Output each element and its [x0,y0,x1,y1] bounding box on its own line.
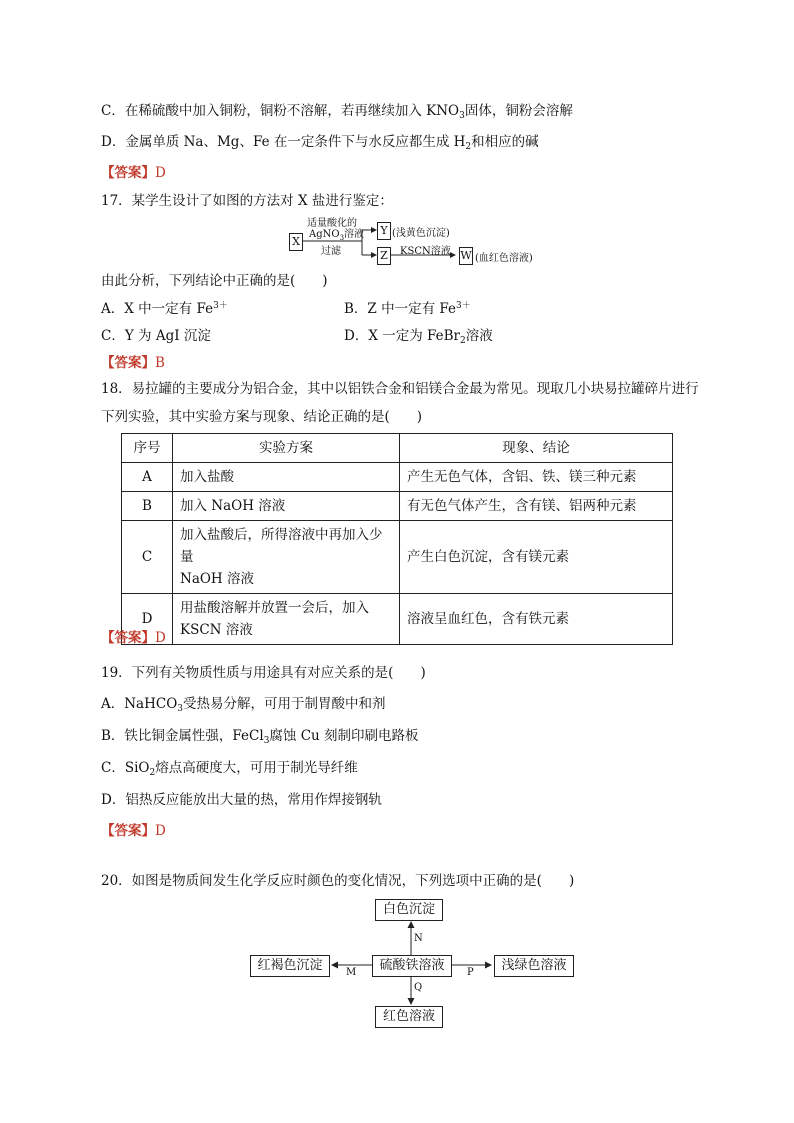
q20-label-n: N [414,933,423,944]
q17-reagent-mid: AgNO$_3$溶液 [309,229,365,242]
q17-box-x: X [289,233,303,251]
q20-label-q: Q [414,982,423,993]
q17-box-y: Y [377,222,391,240]
table-cell-plan: 用盐酸溶解并放置一会后，加入 KSCN 溶液 [173,594,400,645]
q19-option-a: A．NaHCO$_3$受热易分解，可用于制胃酸中和剂 [101,696,386,714]
q17-option-c: C．Y 为 AgI 沉淀 [101,328,211,344]
q16-option-c: C．在稀硫酸中加入铜粉，铜粉不溶解，若再继续加入 $KNO_3$固体，铜粉会溶解 [101,103,573,121]
q17-y-note: (浅黄色沉淀) [392,228,450,239]
q17-box-w: W [459,247,473,265]
q20-label-m: M [346,967,357,978]
table-header-cell: 实验方案 [173,434,400,463]
q17-reagent-bottom: 过滤 [321,246,341,257]
q20-box-left: 红褐色沉淀 [250,955,330,977]
q17-stem: 17．某学生设计了如图的方法对 X 盐进行鉴定： [101,193,393,209]
q19-option-d: D．铝热反应能放出大量的热，常用作焊接钢轨 [101,792,382,808]
q18-stem-line1: 18．易拉罐的主要成分为铝合金，其中以铝铁合金和铝镁合金最为常见。现取几小块易拉罐碎片进行 [101,381,699,397]
q20-stem: 20．如图是物质间发生化学反应时颜色的变化情况，下列选项中正确的是( ) [101,873,575,889]
q19-answer: 【答案】D [101,823,166,839]
q16-answer: 【答案】D [101,165,166,181]
q20-box-center: 硫酸铁溶液 [372,955,452,977]
q17-option-d: D．X 一定为 FeBr$_2$溶液 [344,328,493,346]
table-cell-plan: 加入盐酸后，所得溶液中再加入少量 NaOH 溶液 [173,521,400,594]
table-cell-result: 有无色气体产生，含有镁、铝两种元素 [400,492,673,521]
q19-option-b: B．铁比铜金属性强，FeCl$_3$腐蚀 Cu 刻制印刷电路板 [101,728,419,746]
q17-w-note: (血红色溶液) [475,253,533,264]
q17-option-a: A．X 中一定有 $Fe^{3+}$ [101,301,228,317]
table-cell-id: A [122,463,173,492]
table-cell-result: 产生白色沉淀，含有镁元素 [400,521,673,594]
table-header-cell: 现象、结论 [400,434,673,463]
table-cell-result: 产生无色气体，含铝、铁、镁三种元素 [400,463,673,492]
q18-answer: 【答案】D [101,630,166,646]
table-cell-id: C [122,521,173,594]
table-cell-plan: 加入盐酸 [173,463,400,492]
q18-stem-line2: 下列实验，其中实验方案与现象、结论正确的是( ) [101,409,423,425]
q17-answer: 【答案】B [101,355,165,371]
table-cell-plan: 加入 NaOH 溶液 [173,492,400,521]
q17-kscn-label: KSCN溶液 [400,246,451,257]
table-cell-result: 溶液呈血红色，含有铁元素 [400,594,673,645]
q19-stem: 19．下列有关物质性质与用途具有对应关系的是( ) [101,665,426,681]
q20-box-bottom: 红色溶液 [375,1006,443,1028]
q20-box-top: 白色沉淀 [375,899,443,921]
q20-box-right: 浅绿色溶液 [494,955,574,977]
table-cell-id: B [122,492,173,521]
q20-label-p: P [467,967,474,978]
q17-reagent-top: 适量酸化的 [307,218,357,229]
q19-option-c: C．SiO$_2$熔点高硬度大，可用于制光导纤维 [101,760,358,778]
q16-option-d: D．金属单质 Na、Mg、Fe 在一定条件下与水反应都生成 $H_2$和相应的碱 [101,134,539,152]
table-cell-id: D [122,594,173,645]
q17-box-z: Z [377,247,391,265]
q17-prompt: 由此分析，下列结论中正确的是( ) [101,273,328,289]
q17-option-b: B．Z 中一定有 $Fe^{3+}$ [344,301,471,317]
table-header-cell: 序号 [122,434,173,463]
